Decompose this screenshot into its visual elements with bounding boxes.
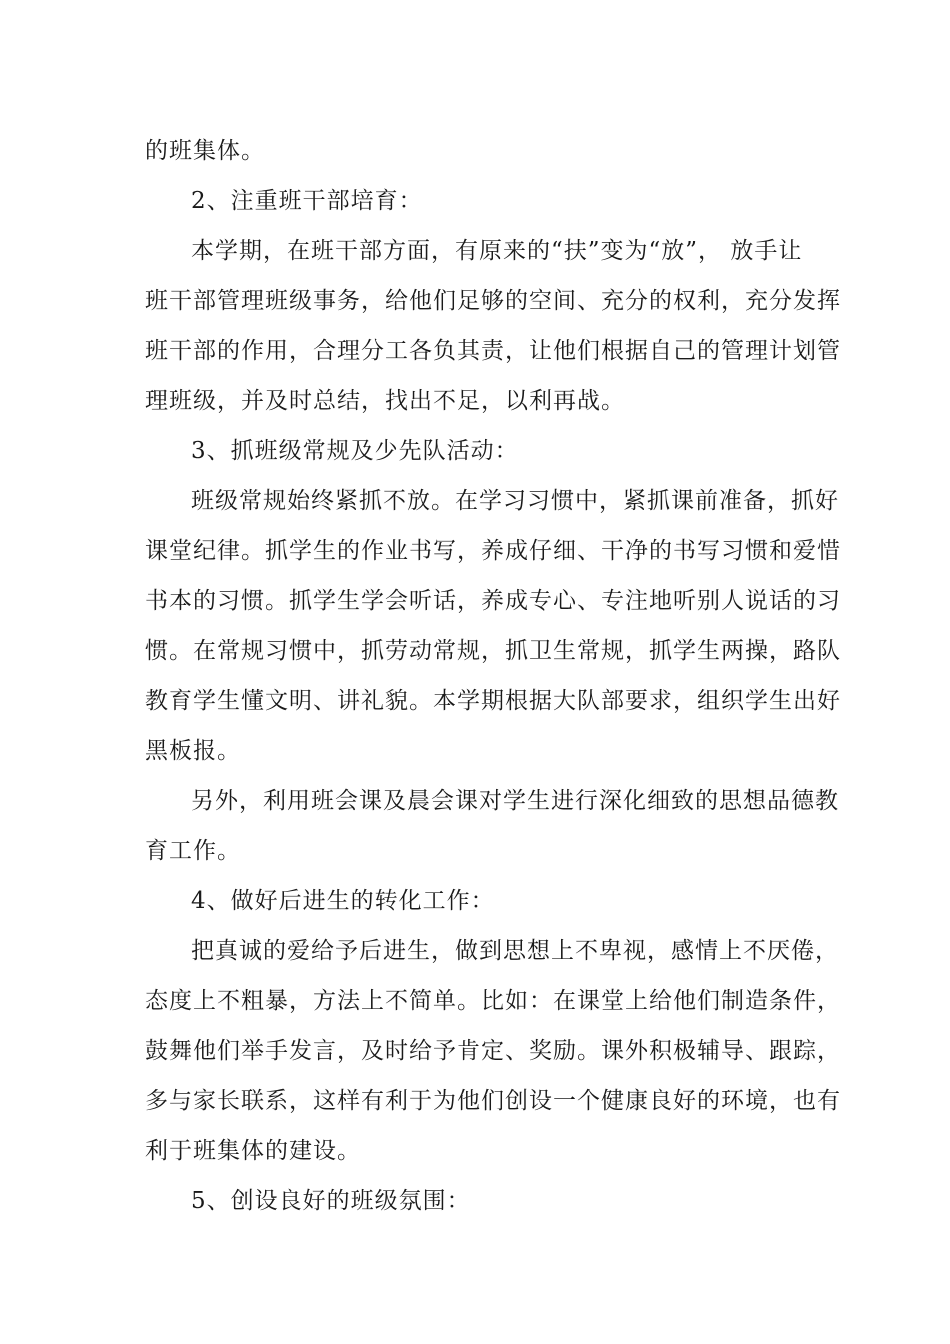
text-line: 育工作。 xyxy=(145,838,241,864)
section-heading: 4、做好后进生的转化工作： xyxy=(191,888,495,914)
text-line: 的班集体。 xyxy=(145,138,265,164)
text-line: 理班级，并及时总结，找出不足，以利再战。 xyxy=(145,388,625,414)
text-line: 多与家长联系，这样有利于为他们创设一个健康良好的环境，也有 xyxy=(145,1088,841,1114)
text-line: 黑板报。 xyxy=(145,738,241,764)
text-line: 另外，利用班会课及晨会课对学生进行深化细致的思想品德教 xyxy=(191,788,839,814)
text-line: 课堂纪律。抓学生的作业书写，养成仔细、干净的书写习惯和爱惜 xyxy=(145,538,841,564)
text-line: 惯。在常规习惯中，抓劳动常规，抓卫生常规，抓学生两操，路队 xyxy=(145,638,841,664)
text-line: 态度上不粗暴，方法上不简单。比如：在课堂上给他们制造条件， xyxy=(145,988,841,1014)
text-line: 本学期，在班干部方面，有原来的“扶”变为“放”， 放手让 xyxy=(191,238,803,264)
section-heading: 5、创设良好的班级氛围： xyxy=(191,1188,471,1214)
section-heading: 3、抓班级常规及少先队活动： xyxy=(191,438,519,464)
text-line: 班干部管理班级事务，给他们足够的空间、充分的权利，充分发挥 xyxy=(145,288,841,314)
text-line: 书本的习惯。抓学生学会听话，养成专心、专注地听别人说话的习 xyxy=(145,588,841,614)
text-line: 鼓舞他们举手发言，及时给予肯定、奖励。课外积极辅导、跟踪， xyxy=(145,1038,841,1064)
text-line: 班干部的作用，合理分工各负其责，让他们根据自己的管理计划管 xyxy=(145,338,841,364)
section-heading: 2、注重班干部培育： xyxy=(191,188,423,214)
text-line: 班级常规始终紧抓不放。在学习习惯中，紧抓课前准备，抓好 xyxy=(191,488,839,514)
text-line: 把真诚的爱给予后进生，做到思想上不卑视，感情上不厌倦， xyxy=(191,938,839,964)
text-line: 利于班集体的建设。 xyxy=(145,1138,361,1164)
text-line: 教育学生懂文明、讲礼貌。本学期根据大队部要求，组织学生出好 xyxy=(145,688,841,714)
